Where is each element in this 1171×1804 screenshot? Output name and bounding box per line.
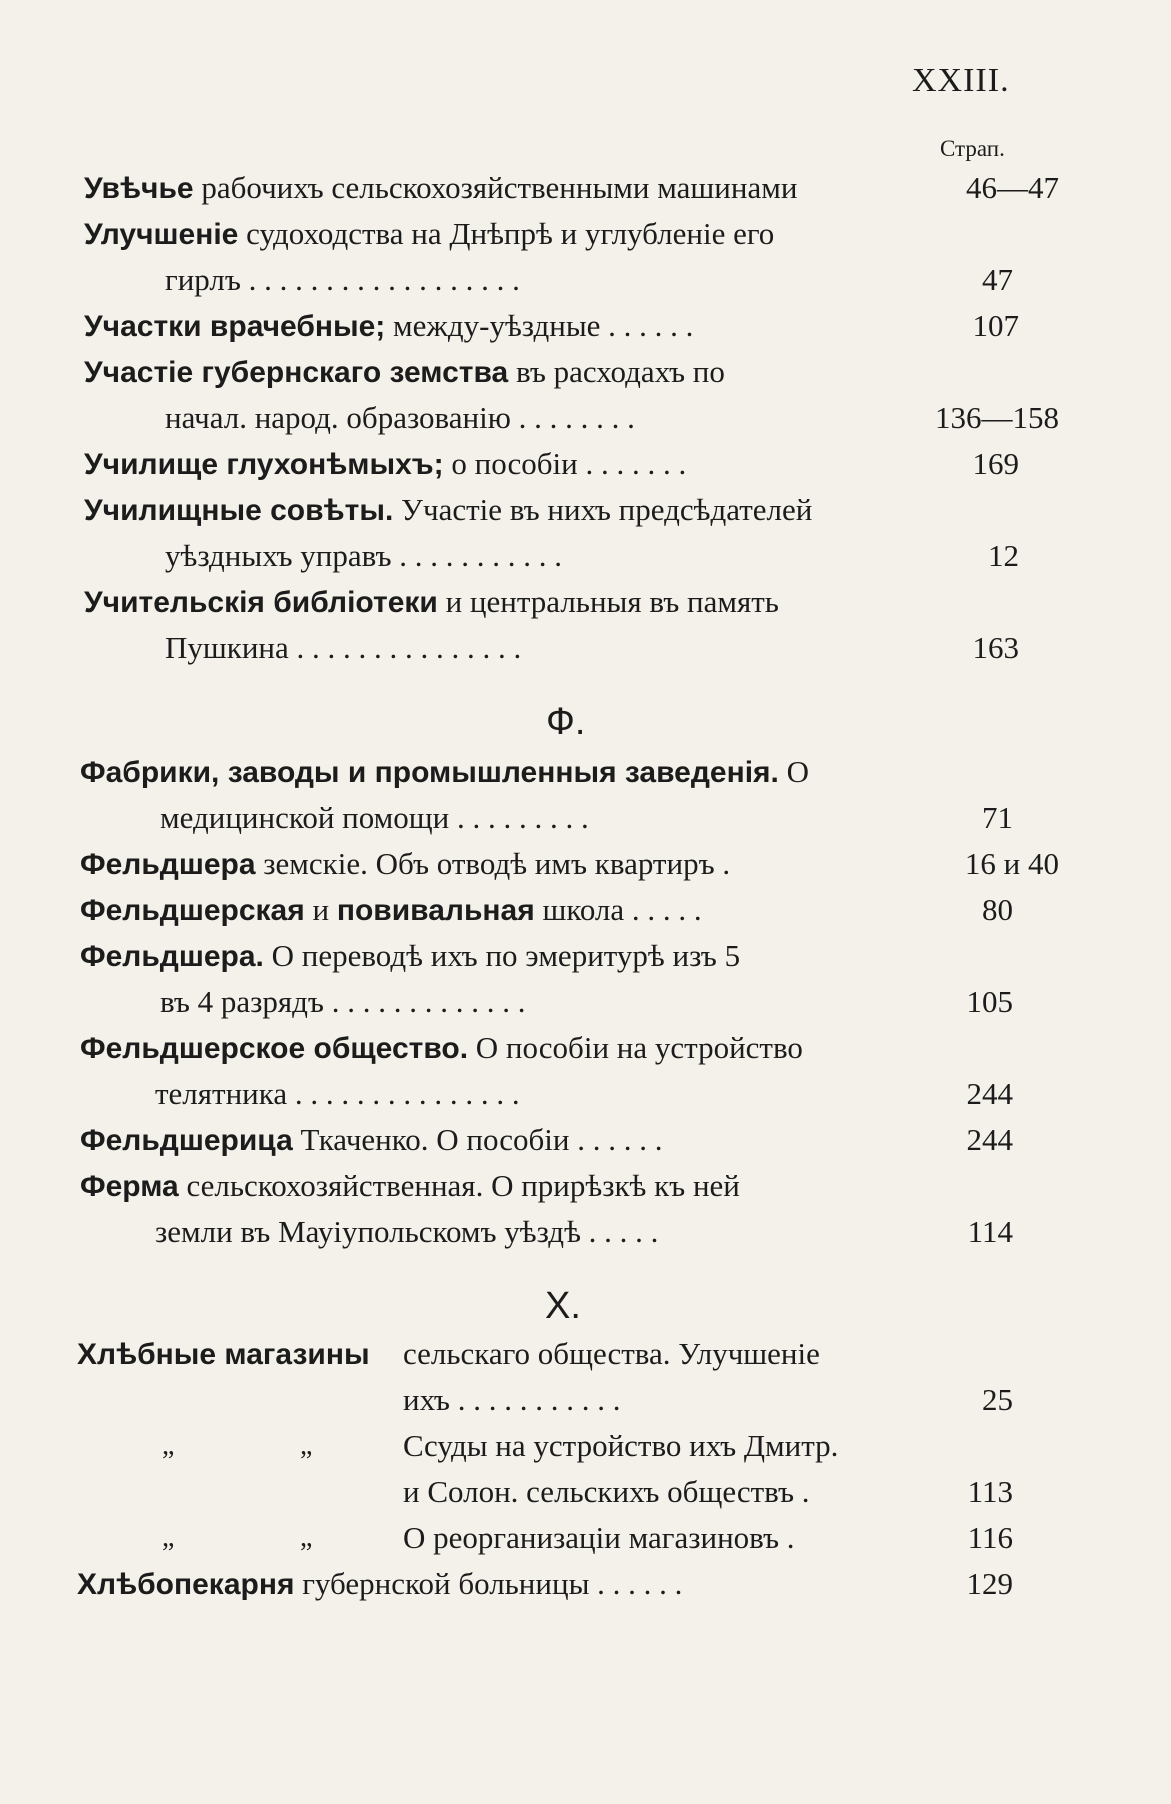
entry-continuation: земли въ Мауіупольскомъ уѣздѣ . . . . . (155, 1214, 659, 1249)
entry-heading: Фельдшера. (80, 940, 264, 973)
entry-text: земскіе. Объ отводѣ имъ квартиръ . (263, 846, 731, 881)
entry-continuation: Пушкина . . . . . . . . . . . . . . . (165, 630, 522, 665)
entry-text: О пособіи на устройство (475, 1030, 803, 1065)
entry-text: рабочихъ сельскохозяйственными машинами (201, 170, 798, 205)
entry-heading: Училище глухонѣмыхъ; (84, 448, 444, 481)
entry-text: судоходства на Днѣпрѣ и углубленіе его (246, 216, 775, 251)
entry-page: 244 (966, 1076, 1013, 1111)
entry-text: Ткаченко. О пособіи . . . . . . (300, 1122, 663, 1157)
page-column-header: Страп. (940, 136, 1005, 161)
entry-continuation: начал. народ. образованію . . . . . . . . (165, 400, 635, 435)
entry-page: 129 (966, 1566, 1013, 1601)
entry-page: 16 и 40 (964, 846, 1059, 881)
entry-page: 71 (982, 800, 1013, 835)
entry-heading: Ферма (80, 1170, 179, 1203)
entry-continuation: и Солон. сельскихъ обществъ . (403, 1474, 810, 1509)
entry-text: О (786, 754, 810, 789)
entry-heading: Хлѣбные магазины (77, 1338, 370, 1371)
entry-text: О переводѣ ихъ по эмеритурѣ изъ 5 (271, 938, 741, 973)
entry-page: 80 (982, 892, 1013, 927)
entry-continuation: въ 4 разрядъ . . . . . . . . . . . . . (160, 984, 526, 1019)
entry-page: 107 (972, 308, 1019, 343)
entry-heading: Участки врачебные; (84, 310, 386, 343)
entry-text: и (312, 892, 330, 927)
entry-text: Ссуды на устройство ихъ Дмитр. (403, 1428, 839, 1463)
entry-continuation: гирлъ . . . . . . . . . . . . . . . . . . (165, 262, 520, 297)
entry-text: Участіе въ нихъ предсѣдателей (401, 492, 813, 527)
entry-heading: Фабрики, заводы и промышленныя заведенія. (80, 756, 779, 789)
entry-text: сельскохозяйственная. О прирѣзкѣ къ ней (186, 1168, 740, 1203)
entry-heading: Увѣчье (84, 172, 194, 205)
entry-text: школа . . . . . (542, 892, 702, 927)
entry-text: сельскаго общества. Улучшеніе (403, 1336, 820, 1371)
ditto-mark: „ (300, 1430, 313, 1461)
entry-page: 116 (967, 1520, 1013, 1555)
entry-heading: Улучшеніе (84, 218, 239, 251)
entry-continuation: ихъ . . . . . . . . . . . (403, 1382, 621, 1417)
entry-page: 169 (972, 446, 1019, 481)
entry-heading: Фельдшерское общество. (80, 1032, 469, 1065)
entry-heading: Фельдшерская (80, 894, 305, 927)
entry-heading: Фельдшерица (80, 1124, 293, 1157)
section-letter: Ф. (546, 701, 586, 743)
entry-continuation: уѣздныхъ управъ . . . . . . . . . . . (165, 538, 563, 573)
entry-page: 46—47 (966, 170, 1059, 205)
entry-heading: повивальная (336, 894, 535, 927)
entry-text: въ расходахъ по (515, 354, 725, 389)
entry-continuation: медицинской помощи . . . . . . . . . (160, 800, 589, 835)
entry-heading: Участіе губернскаго земства (84, 356, 509, 389)
entry-page: 105 (966, 984, 1013, 1019)
entry-continuation: телятника . . . . . . . . . . . . . . . (155, 1076, 520, 1111)
entry-page: 244 (966, 1122, 1013, 1157)
entry-text: губернской больницы . . . . . . (302, 1566, 683, 1601)
entry-text: о пособіи . . . . . . . (451, 446, 687, 481)
section-letter: Х. (545, 1285, 581, 1327)
ditto-mark: „ (162, 1522, 175, 1553)
entry-heading: Хлѣбопекарня (77, 1568, 295, 1601)
entry-heading: Учительскія библіотеки (84, 586, 438, 619)
entry-page: 136—158 (935, 400, 1059, 435)
entry-text: между-уѣздные . . . . . . (393, 308, 694, 343)
page-number: XXIII. (912, 62, 1010, 99)
entry-page: 12 (988, 538, 1019, 573)
entry-page: 47 (982, 262, 1013, 297)
entry-page: 114 (967, 1214, 1013, 1249)
ditto-mark: „ (300, 1522, 313, 1553)
entry-heading: Училищные совѣты. (84, 494, 394, 527)
ditto-mark: „ (162, 1430, 175, 1461)
entry-text: О реорганизаціи магазиновъ . (403, 1520, 795, 1555)
entry-heading: Фельдшера (80, 848, 256, 881)
entry-page: 113 (967, 1474, 1013, 1509)
entry-text: и центральныя въ память (445, 584, 779, 619)
entry-page: 163 (972, 630, 1019, 665)
entry-page: 25 (982, 1382, 1013, 1417)
